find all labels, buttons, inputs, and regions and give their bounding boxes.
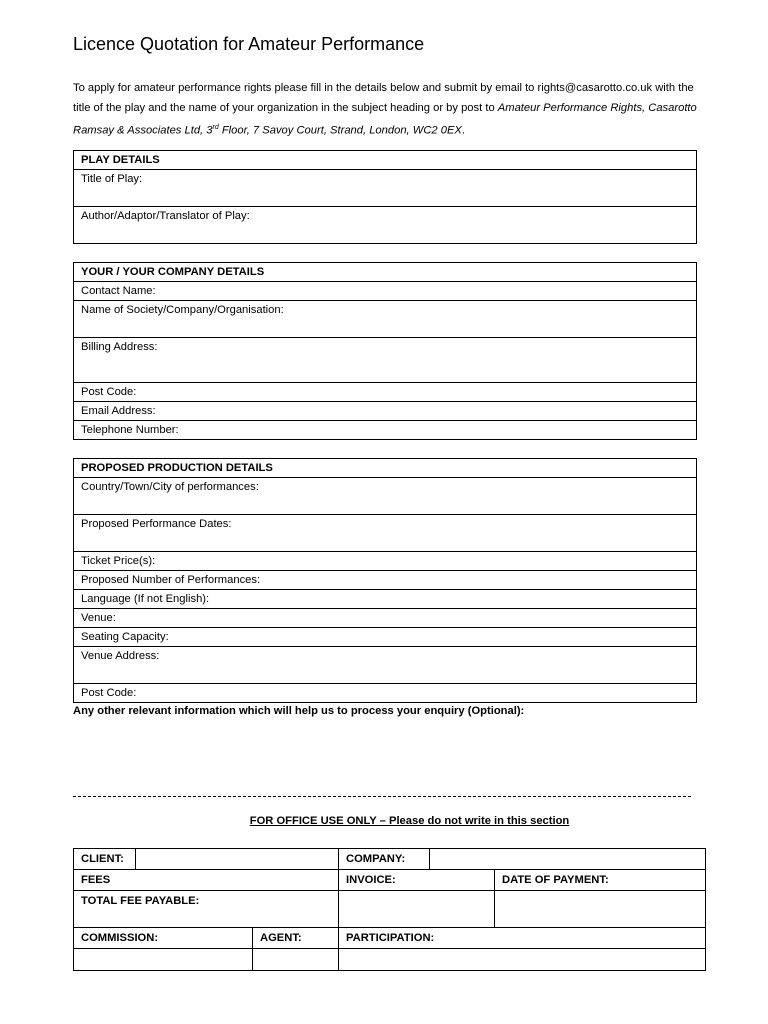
- page-title: Licence Quotation for Amateur Performance: [73, 34, 425, 54]
- intro-address-sup: rd: [212, 124, 219, 131]
- participation-label: PARTICIPATION:: [339, 928, 706, 949]
- company-details-table: [73, 262, 697, 440]
- venue-address-field[interactable]: Venue Address:: [74, 647, 697, 684]
- venue-field[interactable]: Venue:: [74, 609, 697, 628]
- company-details-heading: YOUR / YOUR COMPANY DETAILS: [74, 263, 697, 282]
- cut-line-divider: [73, 796, 691, 797]
- agent-value-cell: [253, 949, 339, 971]
- intro-end: .: [461, 124, 465, 137]
- invoice-label: INVOICE:: [339, 870, 495, 891]
- fees-label: FEES: [74, 870, 339, 891]
- office-use-table: [73, 848, 706, 971]
- date-of-payment-label: DATE OF PAYMENT:: [495, 870, 706, 891]
- commission-value-cell: [74, 949, 253, 971]
- intro-address-part1: Amateur Performance Rights, Casarotto Ramsay & Associates Ltd, 3: [73, 102, 697, 137]
- venue-post-code-field[interactable]: Post Code:: [74, 684, 697, 703]
- client-value-cell: [136, 849, 339, 870]
- agent-label: AGENT:: [253, 928, 339, 949]
- commission-label: COMMISSION:: [74, 928, 253, 949]
- intro-paragraph: [73, 78, 701, 141]
- author-field[interactable]: Author/Adaptor/Translator of Play:: [74, 207, 697, 244]
- date-of-payment-value-cell: [495, 891, 706, 928]
- client-label: CLIENT:: [74, 849, 136, 870]
- email-address-field[interactable]: Email Address:: [74, 402, 697, 421]
- play-details-heading: PLAY DETAILS: [74, 151, 697, 170]
- performance-dates-field[interactable]: Proposed Performance Dates:: [74, 515, 697, 552]
- company-label: COMPANY:: [339, 849, 430, 870]
- language-field[interactable]: Language (If not English):: [74, 590, 697, 609]
- ticket-prices-field[interactable]: Ticket Price(s):: [74, 552, 697, 571]
- invoice-value-cell: [339, 891, 495, 928]
- title-of-play-field[interactable]: Title of Play:: [74, 170, 697, 207]
- total-fee-payable-label: TOTAL FEE PAYABLE:: [74, 891, 339, 928]
- participation-value-cell: [339, 949, 706, 971]
- telephone-number-field[interactable]: Telephone Number:: [74, 421, 697, 440]
- post-code-field[interactable]: Post Code:: [74, 383, 697, 402]
- play-details-table: [73, 150, 697, 244]
- contact-name-field[interactable]: Contact Name:: [74, 282, 697, 301]
- production-details-heading: PROPOSED PRODUCTION DETAILS: [74, 459, 697, 478]
- other-info-label: Any other relevant information which will help us to process your enquiry (Optional):: [73, 705, 525, 717]
- company-value-cell: [430, 849, 706, 870]
- seating-capacity-field[interactable]: Seating Capacity:: [74, 628, 697, 647]
- intro-address-part2: Floor, 7 Savoy Court, Strand, London, WC2 0EX: [218, 124, 462, 137]
- billing-address-field[interactable]: Billing Address:: [74, 338, 697, 383]
- organisation-field[interactable]: Name of Society/Company/Organisation:: [74, 301, 697, 338]
- country-town-city-field[interactable]: Country/Town/City of performances:: [74, 478, 697, 515]
- number-of-performances-field[interactable]: Proposed Number of Performances:: [74, 571, 697, 590]
- production-details-table: [73, 458, 697, 703]
- office-use-title: FOR OFFICE USE ONLY – Please do not write in this section: [249, 815, 570, 827]
- intro-text: To apply for amateur performance rights please fill in the details below and submit by email to rights@casarotto.co.uk with the title of the play and the name of your organization in the subject heading or by post to: [73, 82, 694, 114]
